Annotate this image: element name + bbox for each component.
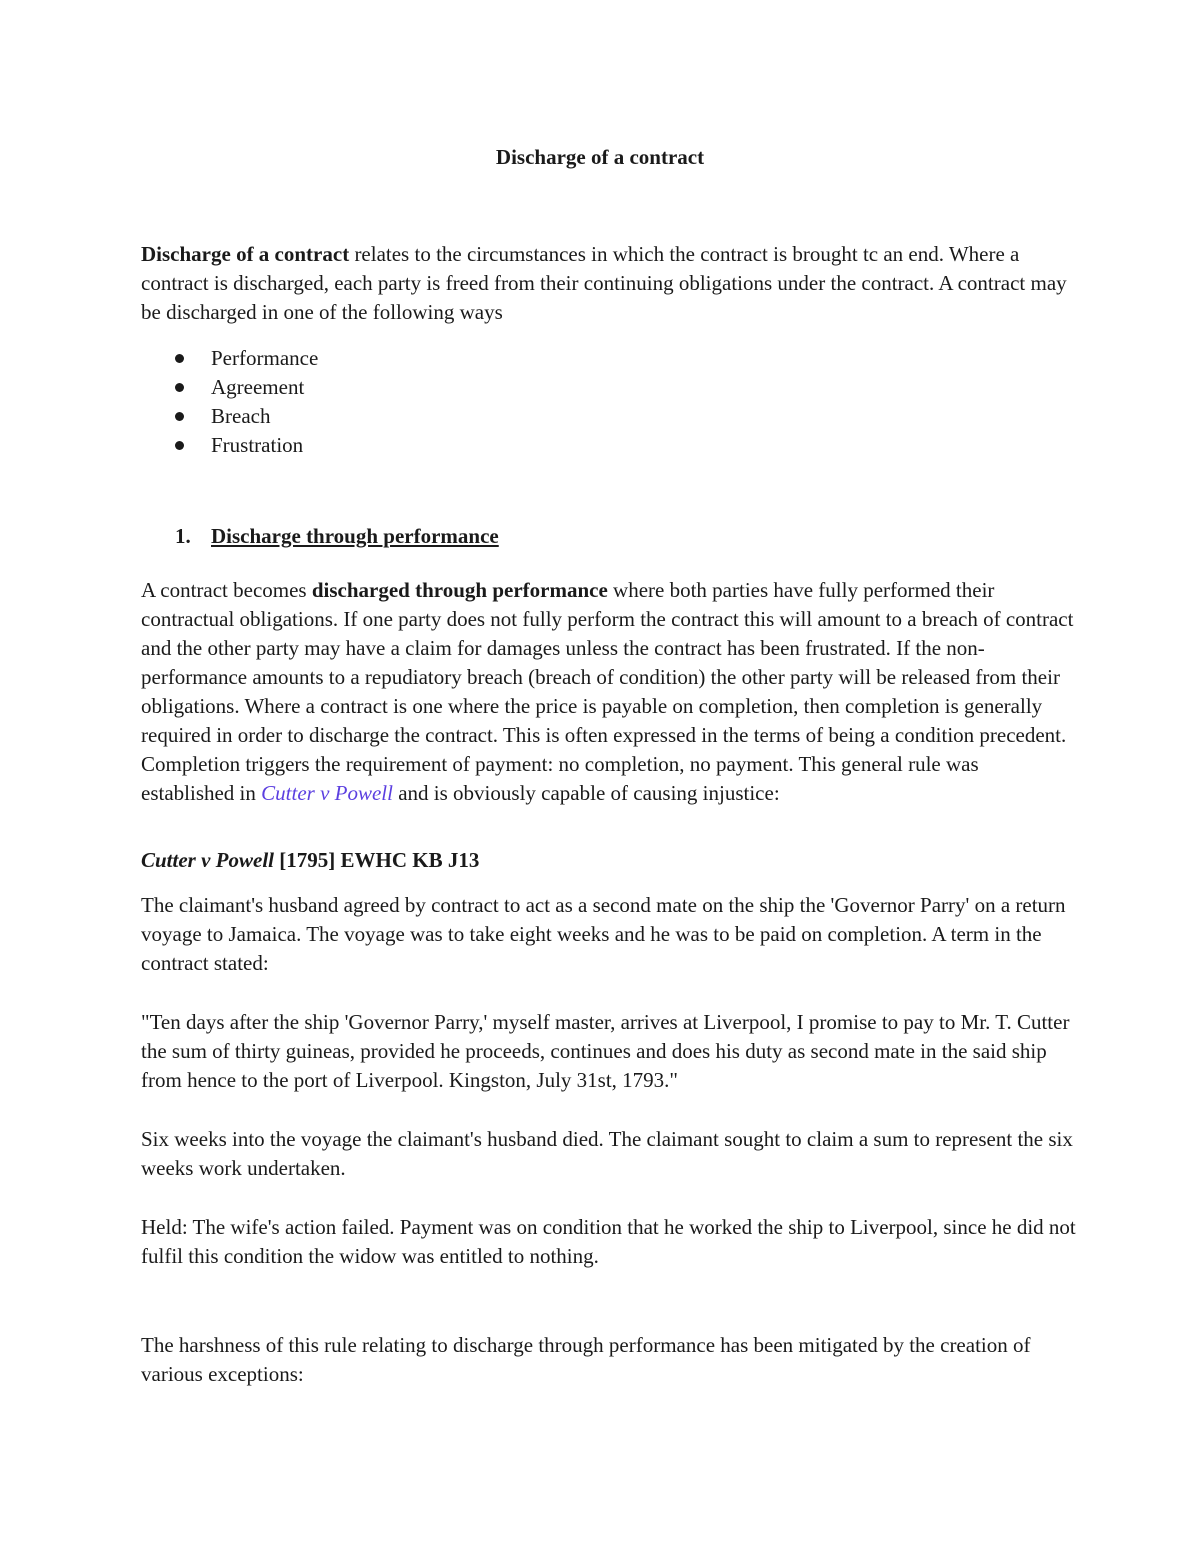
performance-paragraph — [141, 576, 1076, 808]
contract-quote-paragraph: "Ten days after the ship 'Governor Parry,' myself master, arrives at Liverpool, I promise to pay to Mr. T. Cutter the sum of thirty guineas, provided he proceeds, continues and does his duty as second mate in the said ship from hence to the port of Liverpool. Kingston, July 31st, 1793." — [141, 1010, 1070, 1092]
list-item — [141, 344, 318, 373]
list-item — [141, 431, 318, 460]
document-title: Discharge of a contract — [495, 145, 705, 169]
performance-text-start: A contract becomes — [141, 578, 312, 602]
closing-paragraph: The harshness of this rule relating to discharge through performance has been mitigated by the creation of various exceptions: — [141, 1333, 1031, 1386]
case-name: Cutter v Powell — [141, 848, 274, 872]
case-heading — [141, 846, 479, 875]
bullet-icon — [175, 412, 184, 421]
husband-death-paragraph: Six weeks into the voyage the claimant's husband died. The claimant sought to claim a sum to represent the six weeks work undertaken. — [141, 1127, 1073, 1180]
list-item — [141, 402, 318, 431]
intro-paragraph — [141, 240, 1076, 327]
discharge-ways-list — [141, 344, 318, 460]
held-paragraph: Held: The wife's action failed. Payment was on condition that he worked the ship to Liverpool, since he did not fulfil this condition the widow was entitled to nothing. — [141, 1215, 1076, 1268]
performance-text-end: and is obviously capable of causing injustice: — [392, 781, 780, 805]
case-link[interactable]: Cutter v Powell — [261, 781, 393, 805]
bullet-icon — [175, 383, 184, 392]
case-citation: [1795] EWHC KB J13 — [274, 848, 480, 872]
intro-bold-lead: Discharge of a contract — [141, 242, 350, 266]
list-item-label: Agreement — [211, 375, 305, 399]
bullet-icon — [175, 441, 184, 450]
section-heading-text: Discharge through performance — [211, 524, 499, 548]
list-item-label: Frustration — [211, 433, 304, 457]
bullet-icon — [175, 354, 184, 363]
list-item — [141, 373, 318, 402]
section-number: 1. — [175, 524, 191, 548]
performance-bold-term: discharged through performance — [311, 578, 608, 602]
list-item-label: Performance — [211, 346, 319, 370]
intro-text: relates to the circumstances in which the contract is brought tc an end. Where a contract is discharged, each party is freed from their continuing obligations under the contract. A contract may be discharged in one of the following ways — [141, 242, 1067, 324]
performance-text-body: where both parties have fully performed their contractual obligations. If one party does not fully perform the contract this will amount to a breach of contract and the other party may have a claim for damages unless the contract has been frustrated. If the non-performance amounts to a repudiatory breach (breach of condition) the other party will be released from their obligations. Where a contract is one where the price is payable on completion, then completion is generally required in order to discharge the contract. This is often expressed in the terms of being a condition precedent. Completion triggers the requirement of payment: no completion, no payment. This general rule was established in — [141, 578, 1074, 805]
case-facts-paragraph: The claimant's husband agreed by contract to act as a second mate on the ship the 'Governor Parry' on a return voyage to Jamaica. The voyage was to take eight weeks and he was to be paid on completion. A term in the contract stated: — [141, 893, 1066, 975]
list-item-label: Breach — [211, 404, 271, 428]
